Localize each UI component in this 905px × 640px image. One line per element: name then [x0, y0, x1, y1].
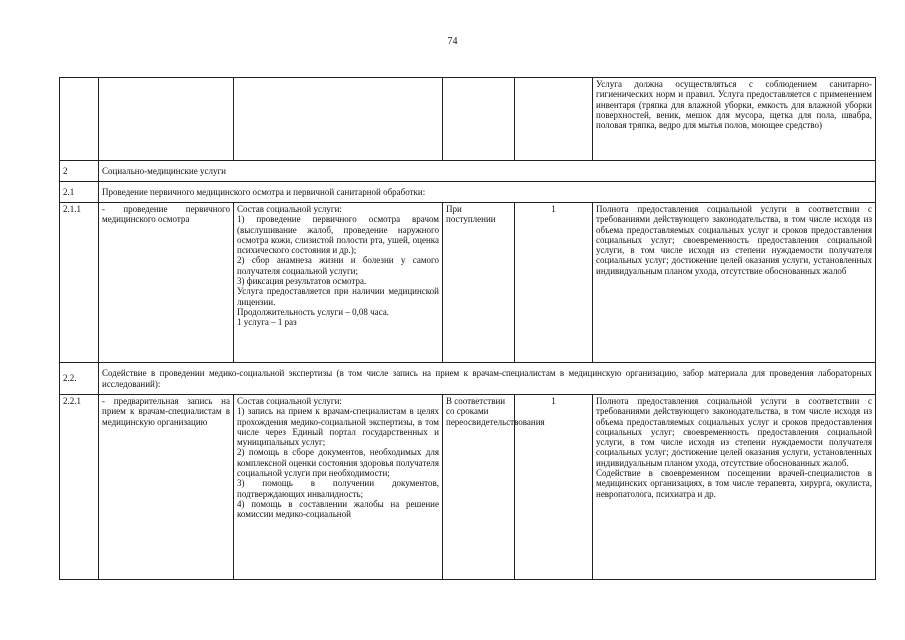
section-row [60, 363, 876, 395]
section-title: Социально-медицинские услуги [99, 161, 876, 182]
service-unit: 1 [515, 203, 593, 363]
services-table [59, 77, 876, 580]
service-name: - предварительная запись на прием к врачам-специалистам в медицинскую организацию [99, 395, 234, 580]
requirements-cell: Полнота предоставления социальной услуги в соответствии с требованиями действующего законодательства, в том числе исходя из объема предоставляемых социальных услуг и сроков предоставления социальных услуг; своевременность предоставления социальной услуги, в том числе исходя из степени нуждаемости получателя социальных услуг; достижение целей оказания услуги, установленных индивидуальным планом ухода, отсутствие обоснованных жалоб [593, 203, 876, 363]
service-unit: 1 [515, 395, 593, 580]
row-number: 2.1.1 [60, 203, 99, 363]
service-period: В соответствии со сроками переосвидетельствования [443, 395, 515, 580]
section-row [60, 182, 876, 203]
requirements-cell: Полнота предоставления социальной услуги в соответствии с требованиями действующего законодательства, в том числе исходя из объема предоставляемых социальных услуг и сроков предоставления социальных услуг; своевременность предоставления социальной услуги, в том числе исходя из степени нуждаемости получателя социальных услуг; достижение целей оказания услуги, установленных индивидуальным планом ухода, отсутствие обоснованных жалоб. Содействие в своевременном посещении врачей-специалистов в медицинских организациях, в том числе терапевта, хирурга, окулиста, невропатолога, психиатра и др. [593, 395, 876, 580]
service-content: Состав социальной услуги: 1) проведение первичного осмотра врачом (выслушивание жалоб, проведение наружного осмотра кожи, слизистой полости рта, ушей, оценка психического состояния и др.); 2) сбор анамнеза жизни и болезни у самого получателя социальной услуги; 3) фиксация результатов осмотра. Услуга предоставляется при наличии медицинской лицензии. Продолжительность услуги – 0,08 часа. 1 услуга – 1 раз [234, 203, 443, 363]
table-row [60, 395, 876, 580]
table-row [60, 203, 876, 363]
section-title: Проведение первичного медицинского осмотра и первичной санитарной обработки: [99, 182, 876, 203]
table-row [60, 78, 876, 161]
service-name: - проведение первичного медицинского осмотра [99, 203, 234, 363]
section-title: Содействие в проведении медико-социальной экспертизы (в том числе запись на прием к врачам-специалистам в медицинскую организацию, забор материала для проведения лабораторных исследований): [99, 363, 876, 395]
section-number: 2 [60, 161, 99, 182]
row-number: 2.2.1 [60, 395, 99, 580]
service-period: При поступлении [443, 203, 515, 363]
page-number: 74 [447, 36, 458, 47]
section-number: 2.2. [60, 363, 99, 395]
section-row [60, 161, 876, 182]
service-content: Состав социальной услуги: 1) запись на прием к врачам-специалистам в целях прохождения медико-социальной экспертизы, в том числе через Единый портал государственных и муниципальных услуг; 2) помощь в сборе документов, необходимых для комплексной оценки состояния здоровья получателя социальной услуги при необходимости; 3) помощь в получении документов, подтверждающих инвалидность; 4) помощь в составлении жалобы на решение комиссии медико-социальной [234, 395, 443, 580]
section-number: 2.1 [60, 182, 99, 203]
requirements-cell: Услуга должна осуществляться с соблюдением санитарно-гигиенических норм и правил. Услуга предоставляется с применением инвентаря (тряпка для влажной уборки, емкость для влажной уборки поверхностей, веник, мешок для мусора, щетка для пола, швабра, половая тряпка, ведро для мытья полов, моющее средство) [593, 78, 876, 161]
